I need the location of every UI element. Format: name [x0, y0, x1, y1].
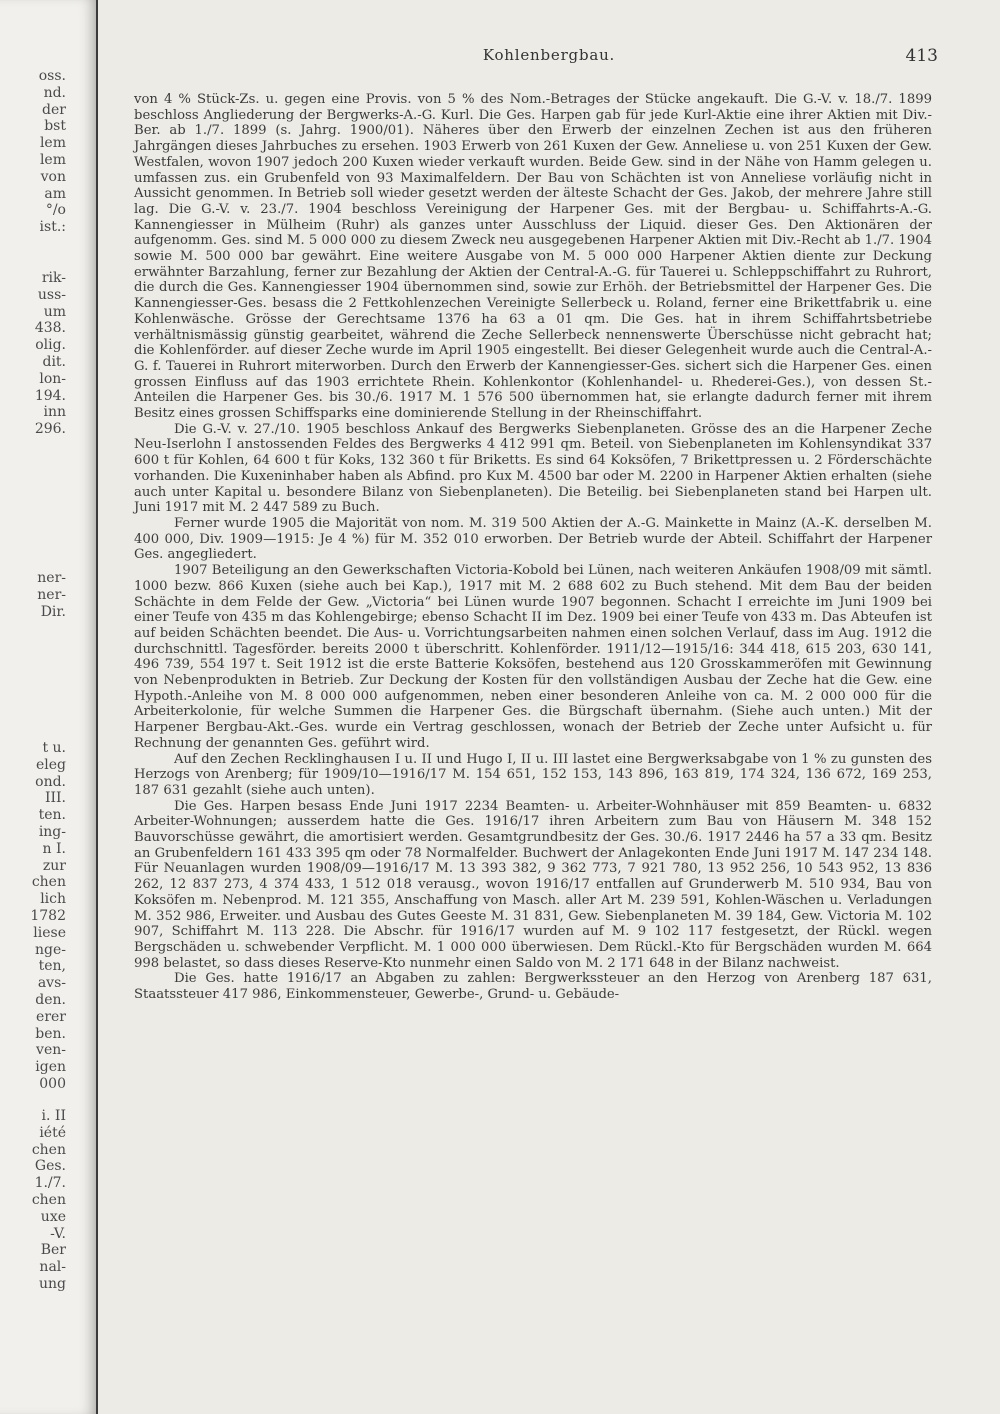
previous-page-fragment: oss. [38, 68, 66, 84]
previous-page-fragment: Ber [40, 1242, 66, 1259]
previous-page-fragment: den. [35, 992, 66, 1008]
previous-page-fragment: am [44, 185, 66, 202]
paragraph: Die G.-V. v. 27./10. 1905 beschloss Ankauf des Bergwerks Siebenplaneten. Grösse des an die Harpener Zeche Neu-Iserlohn I anstossenden Feldes des Bergwerks 4 412 991 qm. Beteil. von Siebenplaneten im Kohlensyndikat 337 600 t für Kohlen, 64 600 t für Koks, 132 360 t für Briketts. Es sind 64 Koksöfen, 7 Brikettpressen u. 2 Förderschächte vorhanden. Die Kuxeninhaber haben als Abfind. pro Kux M. 4500 bar oder M. 2200 in Harpener Aktien erhalten (siehe auch unter Kapital u. besondere Bilanz von Siebenplaneten). Die Beteilig. bei Siebenplaneten stand bei Harpen ult. Juni 1917 mit M. 2 447 589 zu Buch. [134, 421, 932, 516]
page-number: 413 [905, 46, 938, 66]
previous-page-fragment: ung [39, 1276, 66, 1292]
previous-page-fragment: liese [33, 924, 66, 941]
paragraph: Die Ges. Harpen besass Ende Juni 1917 2234 Beamten- u. Arbeiter-Wohnhäuser mit 859 Beamten- u. 6832 Arbeiter-Wohnungen; ausserdem hatte die Ges. 1916/17 ihren Arbeitern zum Bau von Häusern M. 348 152 Bauvorschüsse gewährt, die amortisiert werden. Gesamtgrundbesitz der Ges. 30./6. 1917 2446 ha 57 a 33 qm. Besitz an Grubenfeldern 161 433 395 qm oder 78 Normalfelder. Buchwert der Anlagekonten Ende Juni 1917 M. 147 234 148. Für Neuanlagen wurden 1908/09—1916/17 M. 13 393 382, 9 362 773, 7 921 780, 13 952 256, 10 543 952, 13 836 262, 12 837 273, 4 374 433, 1 512 018 verausg., wovon 1916/17 entfallen auf Grunderwerb M. 510 934, Bau von Koksöfen m. Nebenprod. M. 121 355, Anschaffung von Masch. aller Art M. 239 591, Kohlen-Wäschen u. Verladungen M. 352 986, Erweiter. und Ausbau des Gutes Geeste M. 31 831, Gew. Siebenplaneten M. 39 184, Gew. Victoria M. 102 907, Schiffahrt M. 113 228. Die Abschr. für 1916/17 wurden auf M. 9 102 117 festgesetzt, der Rückl. wegen Bergschäden u. schwebender Verpflicht. M. 1 000 000 überwiesen. Dem Rückl.-Kto für Bergschäden wurden M. 664 998 belastet, so dass dieses Reserve-Kto nunmehr einen Saldo von M. 2 171 648 in der Bilanz nachweist. [134, 798, 932, 971]
previous-page-fragment: III. [44, 790, 66, 807]
previous-page-fragment: iété [39, 1124, 66, 1141]
previous-page-fragment: ond. [35, 773, 66, 790]
previous-page-fragment: uss- [37, 286, 66, 303]
previous-page-fragment: nd. [43, 84, 66, 101]
previous-page-fragment: chen [31, 1141, 66, 1158]
previous-page-fragment: ben. [35, 1025, 66, 1042]
previous-page-fragment: ist.: [39, 219, 66, 236]
body-text [134, 92, 932, 1003]
previous-page-fragment: -V. [50, 1225, 66, 1242]
running-head: Kohlenbergbau. [482, 46, 616, 64]
previous-page-fragment: zur [42, 857, 66, 874]
previous-page-fragment: uxe [40, 1208, 66, 1225]
previous-page-fragment: olig. [35, 337, 66, 354]
document-page [98, 0, 1000, 1414]
previous-page-fragment: 000 [39, 1076, 66, 1092]
previous-page-fragment: ing- [38, 824, 66, 840]
previous-page-fragment: n I. [42, 840, 66, 857]
previous-page-fragment: rik- [41, 270, 66, 286]
page-header [98, 46, 1000, 68]
previous-page-fragment: 1./7. [34, 1175, 66, 1192]
previous-page-fragment: lem [39, 152, 66, 168]
previous-page-fragment: 194. [34, 387, 66, 404]
previous-page-fragment: avs- [37, 975, 66, 992]
previous-page-fragment: 296. [34, 421, 66, 438]
previous-page-edge [0, 0, 98, 1414]
previous-page-fragment: chen [31, 1192, 66, 1208]
previous-page-fragment: erer [36, 1008, 66, 1025]
previous-page-fragment: 438. [34, 320, 66, 337]
previous-page-fragment: Dir. [40, 603, 66, 620]
previous-page-fragment: chen [31, 874, 66, 891]
previous-page-fragment: Ges. [34, 1158, 66, 1175]
previous-page-fragment: der [42, 101, 66, 118]
previous-page-fragment: t u. [42, 740, 66, 756]
previous-page-fragment: lem [39, 135, 66, 152]
previous-page-fragment: ven- [36, 1042, 66, 1059]
previous-page-fragment: eleg [35, 756, 66, 773]
previous-page-fragment: nal- [39, 1259, 66, 1276]
previous-page-fragment: i. II [41, 1108, 66, 1124]
previous-page-fragment: bst [44, 118, 66, 135]
previous-page-fragment: lon- [39, 370, 66, 387]
previous-page-fragment: nge- [35, 941, 66, 958]
previous-page-fragment: °/o [45, 202, 66, 219]
previous-page-fragment: ten, [38, 958, 66, 975]
previous-page-fragment: ten. [38, 807, 66, 824]
previous-page-fragment: inn [43, 404, 66, 421]
paragraph: Ferner wurde 1905 die Majorität von nom. M. 319 500 Aktien der A.-G. Mainkette in Mainz (A.-K. derselben M. 400 000, Div. 1909—1915: Je 4 %) für M. 352 010 erworben. Der Betrieb wurde der Abteil. Schiffahrt der Harpener Ges. angegliedert. [134, 515, 932, 563]
previous-page-fragment: igen [35, 1059, 66, 1076]
paragraph: von 4 % Stück-Zs. u. gegen eine Provis. von 5 % des Nom.-Betrages der Stücke angekauft. Die G.-V. v. 18./7. 1899 beschloss Angliederung der Bergwerks-A.-G. Kurl. Die Ges. Harpen gab für jede Kurl-Aktie eine ihrer Aktien mit Div.-Ber. ab 1./7. 1899 (s. Jahrg. 1900/01). Näheres über den Erwerb der einzelnen Zechen ist aus den früheren Jahrgängen dieses Jahrbuches zu ersehen. 1903 Erwerb von 261 Kuxen der Gew. Anneliese u. von 251 Kuxen der Gew. Westfalen, wovon 1907 jedoch 200 Kuxen wieder verkauft wurden. Beide Gew. sind in der Nähe von Hamm gelegen u. umfassen zus. ein Grubenfeld von 93 Maximalfeldern. Der Bau von Schächten ist von Anneliese vorläufig nicht in Aussicht genommen. In Betrieb soll wieder gesetzt werden der älteste Schacht der Ges. Jakob, der mehrere Jahre still lag. Die G.-V. v. 23./7. 1904 beschloss Vereinigung der Harpener Ges. mit der Bergbau- u. Schiffahrts-A.-G. Kannengiesser in Mülheim (Ruhr) als ganzes unter Ausschluss der Liquid. dieser Ges. Den Aktionären der aufgenomm. Ges. sind M. 5 000 000 zu diesem Zweck neu ausgegebenen Harpener Aktien mit Div.-Recht ab 1./7. 1904 sowie M. 500 000 bar gewährt. Eine weitere Ausgabe von M. 5 000 000 Harpener Aktien diente zur Deckung erwähnter Barzahlung, ferner zur Bezahlung der Aktien der Central-A.-G. für Tauerei u. Schleppschiffahrt zu Ruhrort, die durch die Ges. Kannengiesser 1904 übernommen sind, sowie zur Erhöh. der Betriebsmittel der Harpener Ges. Die Kannengiesser-Ges. besass die 2 Fettkohlenzechen Vereinigte Sellerbeck u. Roland, ferner eine Brikettfabrik u. eine Kohlenwäsche. Grösse der Gerechtsame 1376 ha 63 a 01 qm. Die Ges. hat in ihrem Schiffahrtsbetriebe verhältnismässig günstig gearbeitet, während die Zeche Sellerbeck nennenswerte Überschüsse nicht gebracht hat; die Kohlenförder. auf dieser Zeche wurde im April 1905 eingestellt. Bei dieser Gelegenheit wurde auch die Central-A.-G. f. Tauerei in Ruhrort miterworben. Durch den Erwerb der Kannengiesser-Ges. sichert sich die Harpener Ges. einen grossen Einfluss auf das 1903 errichtete Rhein. Kohlenkontor (Kohlenhandel- u. Rhederei-Ges.), von dessen St.-Anteilen die Harpener Ges. bis 30./6. 1917 M. 1 576 500 übernommen hat, sie erlangte dadurch ferner mit ihrem Besitz eines grossen Schiffsparks eine dominierende Stellung in der Rheinschiffahrt. [134, 92, 932, 422]
previous-page-fragment: von [40, 168, 66, 185]
paragraph: Auf den Zechen Recklinghausen I u. II und Hugo I, II u. III lastet eine Bergwerksabgabe von 1 % zu gunsten des Herzogs von Arenberg; für 1909/10—1916/17 M. 154 651, 152 153, 143 896, 163 819, 174 324, 136 672, 169 253, 187 631 gezahlt (siehe auch unten). [134, 751, 932, 798]
previous-page-fragment: dit. [42, 354, 66, 370]
previous-page-fragment: um [43, 303, 66, 320]
previous-page-fragment: ner- [37, 570, 66, 586]
paragraph: 1907 Beteiligung an den Gewerkschaften Victoria-Kobold bei Lünen, nach weiteren Ankäufen 1908/09 mit sämtl. 1000 bezw. 866 Kuxen (siehe auch bei Kap.), 1917 mit M. 2 688 602 zu Buch stehend. Mit dem Bau der beiden Schächte in dem Felde der Gew. „Victoria“ bei Lünen wurde 1907 begonnen. Schacht I erreichte im Juni 1909 bei einer Teufe von 435 m das Kohlengebirge; ebenso Schacht II im Dez. 1909 bei einer Teufe von 433 m. Das Abteufen ist auf beiden Schächten beendet. Die Aus- u. Vorrichtungsarbeiten nahmen einen solchen Verlauf, dass im Aug. 1912 die durchschnittl. Tagesförder. bereits 2000 t überschritt. Kohlenförder. 1911/12—1915/16: 344 418, 615 203, 630 141, 496 739, 554 197 t. Seit 1912 ist die erste Batterie Koksöfen, bestehend aus 120 Grosskammeröfen mit Gewinnung von Nebenprodukten in Betrieb. Zur Deckung der Kosten für den vollständigen Ausbau der Zeche hat die Gew. eine Hypoth.-Anleihe von M. 8 000 000 aufgenommen, neben einer besonderen Anleihe von ca. M. 2 000 000 für die Arbeiterkolonie, für welche Summen die Harpener Ges. die Bürgschaft übernahm. (Siehe auch unten.) Mit der Harpener Bergbau-Akt.-Ges. wurde ein Vertrag geschlossen, wonach der Betrieb der Zeche unter Aufsicht u. für Rechnung der genannten Ges. geführt wird. [134, 563, 932, 751]
paragraph: Die Ges. hatte 1916/17 an Abgaben zu zahlen: Bergwerkssteuer an den Herzog von Arenberg 187 631, Staatssteuer 417 986, Einkommensteuer, Gewerbe-, Grund- u. Gebäude- [134, 971, 932, 1003]
previous-page-fragment: ner- [37, 586, 66, 603]
previous-page-fragment: lich [40, 891, 66, 908]
previous-page-fragment: 1782 [30, 908, 66, 924]
